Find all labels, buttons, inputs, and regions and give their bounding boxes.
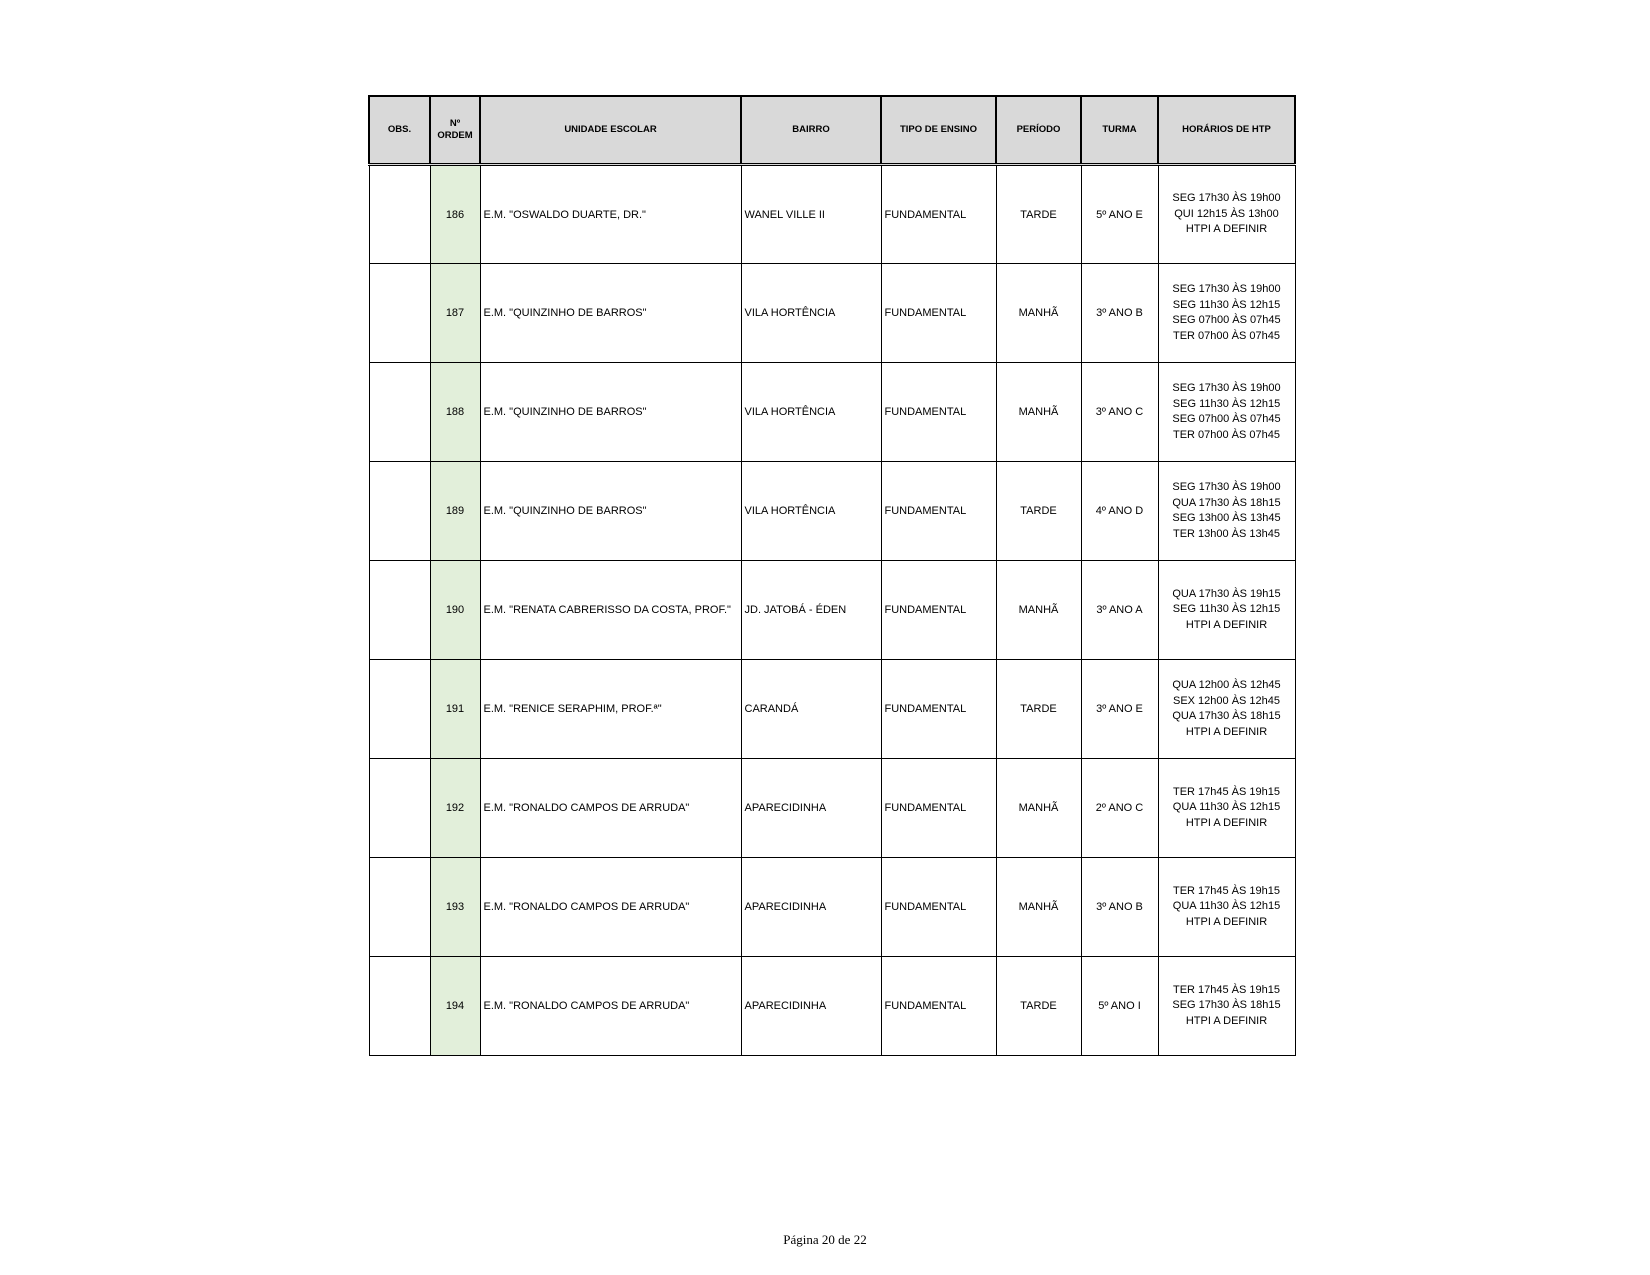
header-school: UNIDADE ESCOLAR [480,96,741,165]
page-number: Página 20 de 22 [783,1232,867,1247]
cell-periodo: MANHÃ [996,561,1081,660]
cell-tipo: FUNDAMENTAL [881,660,996,759]
cell-bairro: APARECIDINHA [741,759,881,858]
cell-htp [1158,264,1295,363]
table-row [369,660,1295,759]
cell-turma: 4º ANO D [1081,462,1158,561]
cell-num: 194 [430,957,480,1056]
htp-line: HTPI A DEFINIR [1185,725,1268,738]
cell-bairro: JD. JATOBÁ - ÉDEN [741,561,881,660]
htp-line: SEG 17h30 ÀS 19h00 [1172,481,1281,493]
htp-line: SEG 07h00 ÀS 07h45 [1172,314,1281,326]
htp-line: SEG 11h30 ÀS 12h15 [1172,397,1281,410]
htp-line: HTPI A DEFINIR [1185,1014,1268,1027]
cell-htp [1158,462,1295,561]
cell-obs [369,561,430,660]
cell-htp [1158,165,1295,264]
htp-line: SEG 13h00 ÀS 13h45 [1172,512,1281,524]
cell-periodo: MANHÃ [996,759,1081,858]
cell-bairro: WANEL VILLE II [741,165,881,264]
header-bairro: BAIRRO [741,96,881,165]
cell-school: E.M. "RONALDO CAMPOS DE ARRUDA" [480,858,741,957]
table-row [369,363,1295,462]
htp-line: HTPI A DEFINIR [1185,223,1268,236]
cell-num: 187 [430,264,480,363]
cell-tipo: FUNDAMENTAL [881,462,996,561]
cell-obs [369,462,430,561]
cell-num: 188 [430,363,480,462]
cell-obs [369,759,430,858]
cell-obs [369,858,430,957]
table-row [369,957,1295,1056]
htp-line: TER 17h45 ÀS 19h15 [1172,983,1281,996]
cell-periodo: MANHÃ [996,858,1081,957]
cell-school: E.M. "RONALDO CAMPOS DE ARRUDA" [480,759,741,858]
htp-line: SEG 11h30 ÀS 12h15 [1172,603,1281,616]
cell-obs [369,957,430,1056]
cell-turma: 3º ANO B [1081,858,1158,957]
cell-school: E.M. "QUINZINHO DE BARROS" [480,363,741,462]
cell-num: 189 [430,462,480,561]
htp-line: QUA 17h30 ÀS 19h15 [1172,587,1281,600]
htp-line: QUA 17h30 ÀS 18h15 [1172,710,1281,722]
cell-obs [369,264,430,363]
cell-turma: 5º ANO I [1081,957,1158,1056]
cell-turma: 3º ANO A [1081,561,1158,660]
cell-school: E.M. "QUINZINHO DE BARROS" [480,264,741,363]
cell-periodo: MANHÃ [996,264,1081,363]
header-num-line1: Nº [449,117,461,129]
htp-line: HTPI A DEFINIR [1185,915,1268,928]
table-row [369,759,1295,858]
header-obs: OBS. [369,96,430,165]
htp-line: QUA 11h30 ÀS 12h15 [1172,900,1281,913]
cell-num: 192 [430,759,480,858]
htp-line: SEG 07h00 ÀS 07h45 [1172,413,1281,425]
htp-line: SEG 17h30 ÀS 18h15 [1172,999,1281,1012]
cell-periodo: TARDE [996,957,1081,1056]
htp-line: TER 13h00 ÀS 13h45 [1172,527,1281,540]
cell-tipo: FUNDAMENTAL [881,957,996,1056]
htp-line: QUA 11h30 ÀS 12h15 [1172,801,1281,814]
table-body [369,165,1295,1056]
cell-turma: 2º ANO C [1081,759,1158,858]
cell-obs [369,660,430,759]
cell-tipo: FUNDAMENTAL [881,858,996,957]
cell-tipo: FUNDAMENTAL [881,165,996,264]
cell-bairro: VILA HORTÊNCIA [741,363,881,462]
htp-line: SEX 12h00 ÀS 12h45 [1172,694,1281,707]
table-row [369,561,1295,660]
cell-periodo: TARDE [996,462,1081,561]
cell-periodo: MANHÃ [996,363,1081,462]
cell-num: 191 [430,660,480,759]
table-row [369,858,1295,957]
cell-tipo: FUNDAMENTAL [881,759,996,858]
htp-line: TER 17h45 ÀS 19h15 [1172,785,1281,798]
header-num [430,96,480,165]
htp-line: HTPI A DEFINIR [1185,816,1268,829]
table-row [369,462,1295,561]
cell-tipo: FUNDAMENTAL [881,264,996,363]
htp-line: QUI 12h15 ÀS 13h00 [1174,207,1279,220]
cell-school: E.M. "QUINZINHO DE BARROS" [480,462,741,561]
htp-line: TER 07h00 ÀS 07h45 [1172,428,1281,441]
cell-bairro: APARECIDINHA [741,957,881,1056]
cell-htp [1158,561,1295,660]
cell-bairro: VILA HORTÊNCIA [741,462,881,561]
htp-line: SEG 17h30 ÀS 19h00 [1172,192,1281,205]
header-turma: TURMA [1081,96,1158,165]
cell-htp [1158,858,1295,957]
cell-num: 190 [430,561,480,660]
cell-tipo: FUNDAMENTAL [881,561,996,660]
cell-htp [1158,759,1295,858]
htp-line: SEG 17h30 ÀS 19h00 [1172,382,1281,394]
cell-school: E.M. "RENATA CABRERISSO DA COSTA, PROF." [480,561,741,660]
cell-turma: 3º ANO E [1081,660,1158,759]
header-tipo: TIPO DE ENSINO [881,96,996,165]
htp-line: SEG 11h30 ÀS 12h15 [1172,298,1281,311]
cell-num: 193 [430,858,480,957]
htp-line: TER 17h45 ÀS 19h15 [1172,884,1281,897]
cell-turma: 3º ANO B [1081,264,1158,363]
header-num-line2: ORDEM [437,130,473,141]
cell-tipo: FUNDAMENTAL [881,363,996,462]
cell-turma: 5º ANO E [1081,165,1158,264]
table-header [369,96,1295,165]
cell-bairro: APARECIDINHA [741,858,881,957]
cell-periodo: TARDE [996,165,1081,264]
header-htp: HORÁRIOS DE HTP [1158,96,1295,165]
cell-school: E.M. "RONALDO CAMPOS DE ARRUDA" [480,957,741,1056]
htp-line: QUA 12h00 ÀS 12h45 [1172,679,1281,691]
cell-obs [369,165,430,264]
header-periodo: PERÍODO [996,96,1081,165]
cell-school: E.M. "RENICE SERAPHIM, PROF.ª" [480,660,741,759]
cell-obs [369,363,430,462]
htp-line: HTPI A DEFINIR [1185,618,1268,631]
cell-num: 186 [430,165,480,264]
cell-bairro: CARANDÁ [741,660,881,759]
htp-line: SEG 17h30 ÀS 19h00 [1172,283,1281,295]
cell-bairro: VILA HORTÊNCIA [741,264,881,363]
cell-turma: 3º ANO C [1081,363,1158,462]
cell-periodo: TARDE [996,660,1081,759]
schedule-table [368,95,1296,1056]
cell-htp [1158,660,1295,759]
table-row [369,264,1295,363]
htp-line: QUA 17h30 ÀS 18h15 [1172,496,1281,509]
cell-htp [1158,363,1295,462]
htp-line: TER 07h00 ÀS 07h45 [1172,329,1281,342]
cell-school: E.M. "OSWALDO DUARTE, DR." [480,165,741,264]
table-row [369,165,1295,264]
cell-htp [1158,957,1295,1056]
